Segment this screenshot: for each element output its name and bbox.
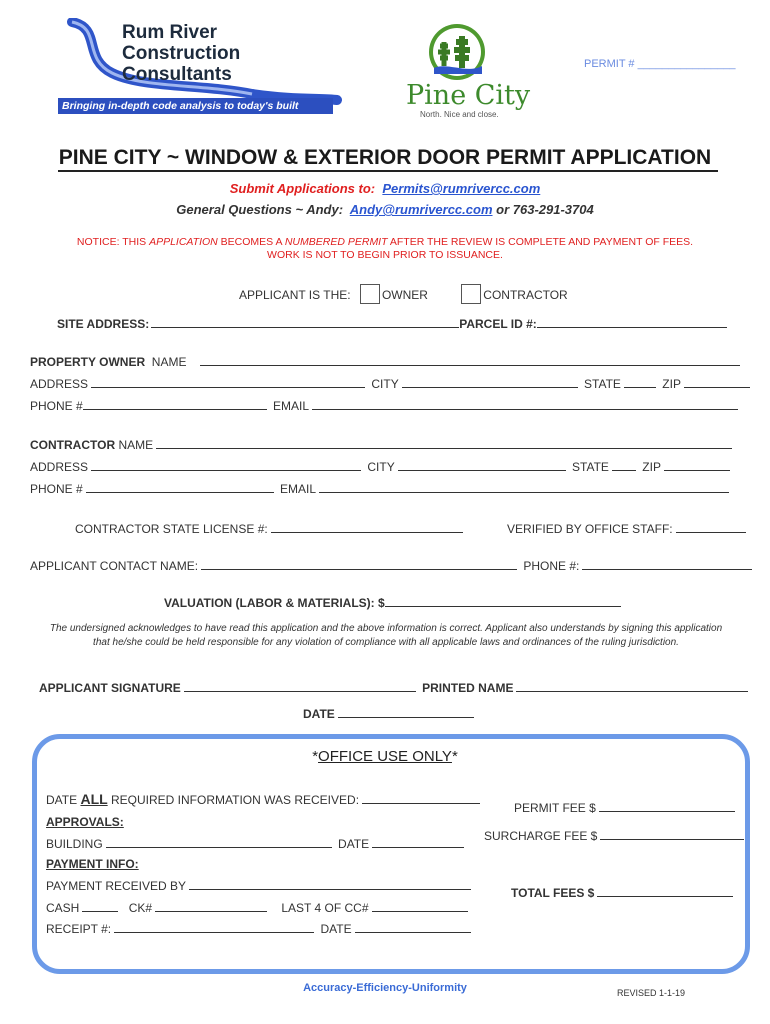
owner-phone-row: PHONE # EMAIL	[30, 398, 741, 413]
owner-checkbox[interactable]	[360, 284, 380, 304]
building-input[interactable]	[106, 836, 332, 848]
cash-input[interactable]	[82, 900, 118, 912]
submit-email-link[interactable]: Permits@rumrivercc.com	[382, 181, 541, 196]
questions-line: General Questions ~ Andy: Andy@rumrivercc.com or 763-291-3704	[176, 202, 594, 217]
contractor-zip-input[interactable]	[664, 459, 730, 471]
disclaimer: The undersigned acknowledges to have read this application and the above information is correct. Applicant also understands by signing this application that he/she could be held responsible for any violation of compliance with all applicable laws and ordinances of the ruling jurisdiction.	[49, 623, 723, 648]
site-address-input[interactable]	[151, 316, 459, 328]
office-use-title: *OFFICE USE ONLY*	[312, 748, 458, 765]
surcharge-fee-input[interactable]	[600, 828, 744, 840]
building-date-input[interactable]	[372, 836, 464, 848]
contractor-name-row: CONTRACTOR NAME	[30, 437, 735, 452]
owner-state-input[interactable]	[624, 376, 656, 388]
total-fees-input[interactable]	[597, 885, 733, 897]
valuation-row: VALUATION (LABOR & MATERIALS): $	[164, 595, 624, 610]
license-input[interactable]	[271, 521, 463, 533]
payment-received-input[interactable]	[189, 878, 471, 890]
office-use-box	[32, 734, 750, 974]
contact-name-input[interactable]	[201, 558, 517, 570]
owner-address-row: ADDRESS CITY STATE ZIP	[30, 376, 753, 391]
page-title: PINE CITY ~ WINDOW & EXTERIOR DOOR PERMIT APPLICATION	[58, 146, 712, 169]
receipt-row: RECEIPT #: DATE	[46, 921, 474, 936]
owner-name-input[interactable]	[200, 354, 740, 366]
city-tagline: North. Nice and close.	[420, 110, 499, 119]
contractor-address-row: ADDRESS CITY STATE ZIP	[30, 459, 733, 474]
contractor-name-input[interactable]	[156, 437, 732, 449]
contact-name-row: APPLICANT CONTACT NAME: PHONE #:	[30, 558, 755, 573]
owner-email-input[interactable]	[312, 398, 738, 410]
title-underline	[58, 170, 718, 172]
permit-fee-input[interactable]	[599, 800, 735, 812]
contractor-phone-row: PHONE # EMAIL	[30, 481, 732, 496]
permit-fee-row: PERMIT FEE $	[514, 800, 738, 815]
total-fees-row: TOTAL FEES $	[511, 885, 736, 900]
contractor-address-input[interactable]	[91, 459, 361, 471]
company-name: Rum River Construction Consultants	[122, 22, 241, 85]
owner-city-input[interactable]	[402, 376, 578, 388]
pine-city-emblem	[422, 22, 492, 82]
notice: NOTICE: THIS APPLICATION BECOMES A NUMBERED PERMIT AFTER THE REVIEW IS COMPLETE AND PAYMENT OF FEES. WORK IS NOT TO BEGIN PRIOR TO ISSUANCE.	[76, 236, 694, 261]
signature-input[interactable]	[184, 680, 416, 692]
valuation-input[interactable]	[385, 595, 621, 607]
owner-phone-input[interactable]	[83, 398, 267, 410]
payment-method-row: CASH CK# LAST 4 OF CC#	[46, 900, 471, 915]
footer-motto: Accuracy-Efficiency-Uniformity	[303, 982, 467, 994]
signature-date-row: DATE	[303, 706, 477, 721]
contractor-city-input[interactable]	[398, 459, 566, 471]
office-date-input[interactable]	[362, 792, 480, 804]
submit-line: Submit Applications to: Permits@rumrivercc.com	[229, 181, 541, 196]
building-row: BUILDING DATE	[46, 836, 467, 851]
owner-zip-input[interactable]	[684, 376, 750, 388]
permit-number-field[interactable]: PERMIT # ________________	[584, 58, 736, 70]
surcharge-fee-row: SURCHARGE FEE $	[484, 828, 747, 843]
last4-cc-input[interactable]	[372, 900, 468, 912]
receipt-input[interactable]	[114, 921, 314, 933]
contractor-email-input[interactable]	[319, 481, 729, 493]
check-number-input[interactable]	[155, 900, 267, 912]
site-address-row: SITE ADDRESS: PARCEL ID #:	[57, 316, 727, 331]
printed-name-input[interactable]	[516, 680, 748, 692]
contact-phone-input[interactable]	[582, 558, 752, 570]
payment-received-row: PAYMENT RECEIVED BY	[46, 878, 474, 893]
receipt-date-input[interactable]	[355, 921, 471, 933]
verified-input[interactable]	[676, 521, 746, 533]
company-tagline: Bringing in-depth code analysis to today's built environment	[58, 98, 333, 114]
city-name: Pine City	[406, 80, 531, 111]
contractor-checkbox[interactable]	[461, 284, 481, 304]
contractor-phone-input[interactable]	[86, 481, 274, 493]
questions-email-link[interactable]: Andy@rumrivercc.com	[349, 202, 493, 217]
contractor-state-input[interactable]	[612, 459, 636, 471]
owner-address-input[interactable]	[91, 376, 365, 388]
applicant-type-row: APPLICANT IS THE: OWNER CONTRACTOR	[239, 284, 568, 304]
signature-row: APPLICANT SIGNATURE PRINTED NAME	[39, 680, 751, 695]
signature-date-input[interactable]	[338, 706, 474, 718]
office-date-row: DATE ALL REQUIRED INFORMATION WAS RECEIVED:	[46, 791, 483, 807]
approvals-heading: APPROVALS:	[46, 815, 124, 829]
owner-name-row: PROPERTY OWNER NAME	[30, 354, 743, 369]
revision-date: REVISED 1-1-19	[617, 988, 686, 998]
payment-info-heading: PAYMENT INFO:	[46, 857, 139, 871]
parcel-id-input[interactable]	[537, 316, 727, 328]
license-row: CONTRACTOR STATE LICENSE #: VERIFIED BY OFFICE STAFF:	[75, 521, 749, 536]
